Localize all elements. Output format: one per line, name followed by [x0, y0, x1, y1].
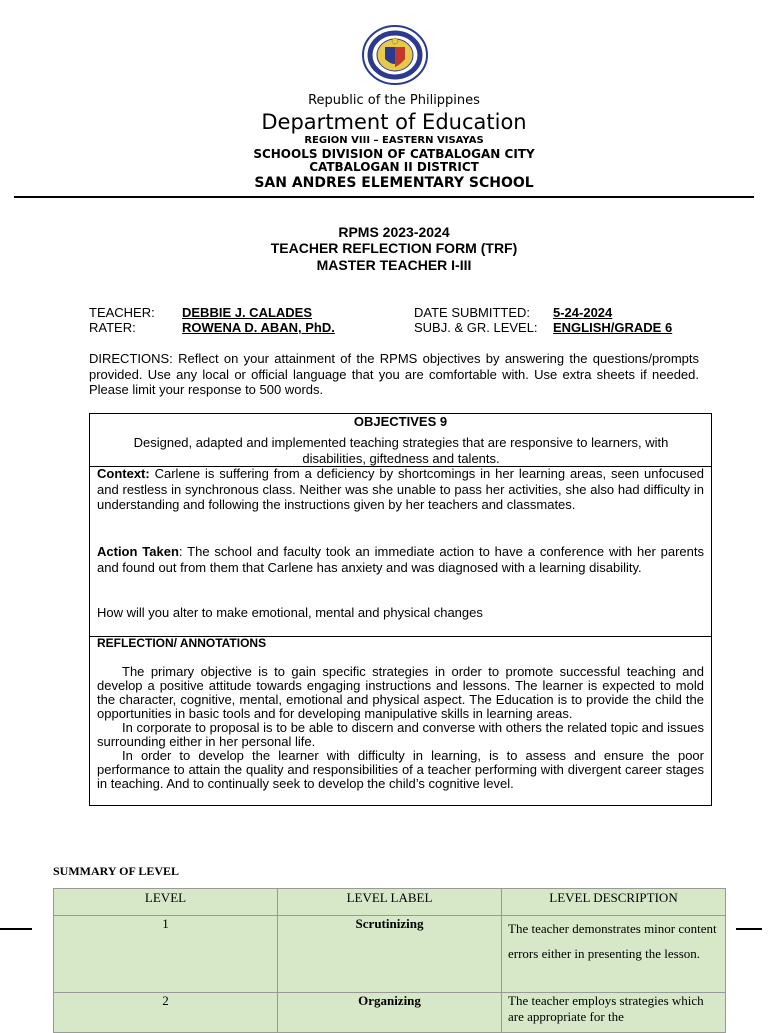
level-description: The teacher demonstrates minor content errors either in presenting the lesson.: [502, 916, 726, 993]
prompt-question: How will you alter to make emotional, mental and physical changes: [97, 605, 483, 620]
action-taken-text: : The school and faculty took an immediate action to have a conference with her parents and found out from them that Carlene has anxiety and was diagnosed with a learning disability.: [97, 544, 704, 575]
level-description: The teacher employs strategies which are appropriate for the: [502, 993, 726, 1033]
context-label: Context:: [97, 466, 150, 481]
rater-value: ROWENA D. ABAN, PhD.: [182, 320, 335, 335]
margin-marker-right: [736, 928, 762, 930]
level-label: Organizing: [278, 993, 502, 1033]
district-line: CATBALOGAN II DISTRICT: [309, 160, 479, 174]
margin-marker-left: [0, 928, 32, 930]
rater-label: RATER:: [89, 320, 136, 335]
table-header-row: [54, 889, 726, 916]
date-submitted-value: 5-24-2024: [553, 305, 613, 320]
header-divider: [14, 196, 754, 198]
subject-grade-label: SUBJ. & GR. LEVEL:: [414, 320, 538, 335]
table-row: [54, 916, 726, 993]
deped-seal-logo: [361, 25, 429, 85]
header-level: LEVEL: [54, 889, 278, 916]
objective-title: OBJECTIVES 9: [353, 414, 448, 429]
reflection-body: [97, 665, 704, 791]
reflection-paragraph: In corporate to proposal is to be able to discern and converse with others the related topic and issues surrounding either in her personal life.: [97, 720, 704, 749]
level-number: 2: [54, 993, 278, 1033]
header-level-description: LEVEL DESCRIPTION: [502, 889, 726, 916]
objective-table: [89, 413, 712, 806]
reflection-label: REFLECTION/ ANNOTATIONS: [97, 636, 267, 650]
action-taken-label: Action Taken: [97, 544, 179, 559]
reflection-paragraph: In order to develop the learner with difficulty in learning, is to assess and ensure the poor performance to attain the quality and responsibilities of a teacher performing with divergent career stages in teaching. And to continually seek to develop the child’s cognitive level.: [97, 748, 704, 791]
form-title-trf: TEACHER REFLECTION FORM (TRF): [270, 240, 518, 256]
teacher-label: TEACHER:: [89, 305, 155, 320]
form-title-rpms: RPMS 2023-2024: [338, 224, 450, 240]
context-text: Carlene is suffering from a deficiency by shortcomings in her learning areas, seen unfocused and restless in synchronous class. Neither was she unable to pass her activities, she also had difficulty in understanding and following the instructions given by her teachers and classmates.: [97, 466, 704, 512]
republic-line: Republic of the Philippines: [308, 93, 480, 108]
region-line: REGION VIII – EASTERN VISAYAS: [304, 135, 484, 146]
table-row: [54, 993, 726, 1033]
summary-title: SUMMARY OF LEVEL: [53, 864, 180, 878]
teacher-value: DEBBIE J. CALADES: [182, 305, 313, 320]
directions-paragraph: DIRECTIONS: Reflect on your attainment of the RPMS objectives by answering the questions/prompts provided. Use any local or official language that you are comfortable with. Use extra sheets if needed. Please limit your response to 500 words.: [89, 351, 699, 397]
level-number: 1: [54, 916, 278, 993]
level-label: Scrutinizing: [278, 916, 502, 993]
context-cell: [97, 466, 704, 513]
action-taken-cell: [97, 544, 704, 575]
level-summary-table: [53, 888, 726, 1033]
form-title-position: MASTER TEACHER I-III: [316, 257, 472, 273]
department-title: Department of Education: [261, 110, 527, 134]
subject-grade-value: ENGLISH/GRADE 6: [553, 320, 673, 335]
header-level-label: LEVEL LABEL: [278, 889, 502, 916]
division-line: SCHOOLS DIVISION OF CATBALOGAN CITY: [253, 147, 535, 161]
date-submitted-label: DATE SUBMITTED:: [414, 305, 531, 320]
reflection-paragraph: The primary objective is to gain specific strategies in order to promote successful teaching and develop a positive attitude towards engaging instructions and lessons. The learner is expected to mold the character, cognitive, mental, emotional and physical aspect. The Education is to provide the child the opportunities in basic tools and for developing manipulative skills in learning areas.: [97, 664, 704, 721]
objective-description: Designed, adapted and implemented teaching strategies that are responsive to learners, with disabilities, giftedness and talents.: [133, 435, 669, 466]
school-name: SAN ANDRES ELEMENTARY SCHOOL: [254, 175, 534, 191]
